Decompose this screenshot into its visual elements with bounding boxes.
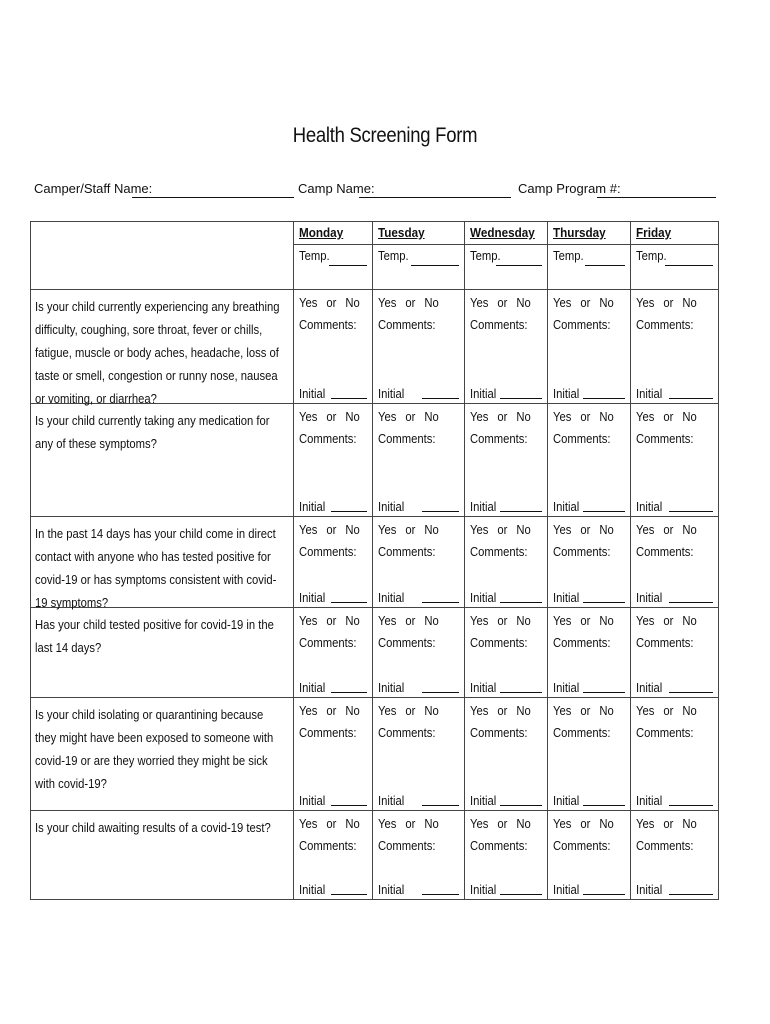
comments-field[interactable]: Comments:: [299, 839, 357, 853]
answer-cell-friday: [631, 811, 719, 900]
temp-field-friday[interactable]: [665, 265, 713, 266]
comments-field[interactable]: Comments:: [299, 726, 357, 740]
comments-field[interactable]: Comments:: [378, 318, 436, 332]
day-header-wednesday: [465, 222, 548, 245]
temp-label: Temp.: [378, 249, 409, 263]
initial-label: Initial: [553, 500, 580, 514]
yes-no-choice: [636, 296, 697, 310]
question-cell: [31, 404, 294, 517]
yes-option[interactable]: Yes: [470, 614, 489, 628]
question-cell: [31, 290, 294, 404]
or-text: or: [405, 817, 416, 831]
yes-no-choice: [378, 410, 439, 424]
yes-option[interactable]: Yes: [470, 817, 489, 831]
yes-no-choice: [553, 410, 614, 424]
question-row: [31, 608, 719, 698]
yes-no-choice: [636, 704, 697, 718]
no-option[interactable]: No: [345, 704, 360, 718]
comments-field[interactable]: Comments:: [636, 318, 694, 332]
comments-field[interactable]: Comments:: [636, 636, 694, 650]
comments-field[interactable]: Comments:: [553, 318, 611, 332]
yes-option[interactable]: Yes: [378, 410, 397, 424]
yes-option[interactable]: Yes: [636, 817, 655, 831]
or-text: or: [326, 296, 337, 310]
yes-option[interactable]: Yes: [553, 817, 572, 831]
initial-field[interactable]: [500, 511, 542, 512]
no-option[interactable]: No: [516, 817, 531, 831]
answer-cell-wednesday: [465, 698, 548, 811]
or-text: or: [663, 410, 674, 424]
initial-field[interactable]: [669, 602, 713, 603]
temp-field-thursday[interactable]: [585, 265, 625, 266]
initial-field[interactable]: [669, 511, 713, 512]
answer-cell-monday: [294, 404, 373, 517]
yes-no-choice: [378, 523, 439, 537]
initial-field[interactable]: [422, 805, 459, 806]
or-text: or: [580, 614, 591, 628]
comments-field[interactable]: Comments:: [553, 545, 611, 559]
yes-option[interactable]: Yes: [636, 614, 655, 628]
yes-no-choice: [470, 296, 531, 310]
comments-field[interactable]: Comments:: [378, 726, 436, 740]
initial-field[interactable]: [331, 398, 367, 399]
no-option[interactable]: No: [424, 410, 439, 424]
initial-label: Initial: [636, 387, 663, 401]
temp-cell-wednesday: [465, 245, 548, 290]
temp-cell-friday: [631, 245, 719, 290]
question-cell: [31, 698, 294, 811]
initial-label: Initial: [299, 794, 326, 808]
initial-field[interactable]: [583, 894, 625, 895]
initial-label: Initial: [553, 794, 580, 808]
temp-field-tuesday[interactable]: [411, 265, 459, 266]
form-header-fields: [34, 181, 724, 201]
no-option[interactable]: No: [682, 704, 697, 718]
yes-no-choice: [299, 296, 360, 310]
initial-label: Initial: [636, 794, 663, 808]
question-text: Is your child isolating or quarantining because they might have been exposed to someone with covid-19 or are they worried they might be sick with covid-19?: [35, 708, 274, 791]
no-option[interactable]: No: [599, 704, 614, 718]
yes-no-choice: [378, 704, 439, 718]
initial-label: Initial: [636, 883, 663, 897]
day-header-tuesday: [373, 222, 465, 245]
temp-field-monday[interactable]: [329, 265, 367, 266]
question-row: [31, 811, 719, 900]
yes-no-choice: [636, 523, 697, 537]
yes-option[interactable]: Yes: [636, 704, 655, 718]
initial-label: Initial: [553, 387, 580, 401]
answer-cell-tuesday: [373, 698, 465, 811]
or-text: or: [405, 296, 416, 310]
or-text: or: [497, 523, 508, 537]
or-text: or: [405, 614, 416, 628]
question-row: [31, 290, 719, 404]
initial-field[interactable]: [422, 398, 459, 399]
temp-cell-thursday: [548, 245, 631, 290]
answer-cell-wednesday: [465, 608, 548, 698]
answer-cell-friday: [631, 404, 719, 517]
question-text: In the past 14 days has your child come in direct contact with anyone who has tested positive for covid-19 or has symptoms consistent with covid-19 symptoms?: [35, 527, 277, 610]
yes-option[interactable]: Yes: [636, 523, 655, 537]
or-text: or: [580, 410, 591, 424]
no-option[interactable]: No: [516, 296, 531, 310]
yes-option[interactable]: Yes: [553, 410, 572, 424]
answer-cell-monday: [294, 517, 373, 608]
comments-field[interactable]: Comments:: [553, 636, 611, 650]
comments-field[interactable]: Comments:: [636, 839, 694, 853]
initial-label: Initial: [636, 500, 663, 514]
yes-option[interactable]: Yes: [553, 614, 572, 628]
yes-option[interactable]: Yes: [299, 614, 318, 628]
no-option[interactable]: No: [682, 817, 697, 831]
initial-label: Initial: [553, 883, 580, 897]
no-option[interactable]: No: [516, 614, 531, 628]
or-text: or: [326, 614, 337, 628]
yes-no-choice: [553, 817, 614, 831]
comments-field[interactable]: Comments:: [636, 432, 694, 446]
no-option[interactable]: No: [682, 410, 697, 424]
or-text: or: [326, 523, 337, 537]
initial-field[interactable]: [669, 398, 713, 399]
day-header-monday: [294, 222, 373, 245]
yes-no-choice: [470, 817, 531, 831]
yes-no-choice: [299, 410, 360, 424]
temp-label: Temp.: [553, 249, 584, 263]
no-option[interactable]: No: [599, 614, 614, 628]
answer-cell-wednesday: [465, 404, 548, 517]
answer-cell-thursday: [548, 517, 631, 608]
yes-no-choice: [553, 704, 614, 718]
initial-label: Initial: [378, 500, 405, 514]
comments-field[interactable]: Comments:: [470, 636, 528, 650]
initial-field[interactable]: [669, 894, 713, 895]
day-name-thursday: Thursday: [553, 225, 606, 240]
day-header-thursday: [548, 222, 631, 245]
answer-cell-thursday: [548, 698, 631, 811]
answer-cell-friday: [631, 608, 719, 698]
answer-cell-thursday: [548, 811, 631, 900]
initial-label: Initial: [470, 794, 497, 808]
initial-field[interactable]: [500, 692, 542, 693]
camp-program-label: Camp Program #:: [518, 181, 621, 196]
initial-label: Initial: [636, 591, 663, 605]
day-header-friday: [631, 222, 719, 245]
answer-cell-tuesday: [373, 290, 465, 404]
or-text: or: [663, 704, 674, 718]
initial-field[interactable]: [500, 805, 542, 806]
no-option[interactable]: No: [424, 523, 439, 537]
camp-name-field[interactable]: [359, 197, 511, 198]
comments-field[interactable]: Comments:: [470, 432, 528, 446]
day-name-tuesday: Tuesday: [378, 225, 425, 240]
question-row: [31, 698, 719, 811]
initial-field[interactable]: [583, 805, 625, 806]
yes-option[interactable]: Yes: [470, 523, 489, 537]
comments-field[interactable]: Comments:: [470, 318, 528, 332]
yes-option[interactable]: Yes: [378, 614, 397, 628]
answer-cell-thursday: [548, 290, 631, 404]
answer-cell-thursday: [548, 404, 631, 517]
initial-label: Initial: [470, 883, 497, 897]
yes-option[interactable]: Yes: [299, 410, 318, 424]
initial-field[interactable]: [331, 692, 367, 693]
yes-no-choice: [299, 614, 360, 628]
initial-field[interactable]: [583, 692, 625, 693]
or-text: or: [663, 614, 674, 628]
no-option[interactable]: No: [345, 523, 360, 537]
initial-field[interactable]: [422, 692, 459, 693]
initial-label: Initial: [299, 500, 326, 514]
yes-no-choice: [470, 614, 531, 628]
temp-cell-monday: [294, 245, 373, 290]
comments-field[interactable]: Comments:: [470, 545, 528, 559]
or-text: or: [580, 296, 591, 310]
temp-label: Temp.: [636, 249, 667, 263]
yes-no-choice: [299, 817, 360, 831]
or-text: or: [497, 614, 508, 628]
yes-no-choice: [299, 523, 360, 537]
initial-label: Initial: [378, 883, 405, 897]
yes-no-choice: [378, 817, 439, 831]
comments-field[interactable]: Comments:: [378, 545, 436, 559]
yes-option[interactable]: Yes: [636, 296, 655, 310]
yes-no-choice: [636, 817, 697, 831]
initial-label: Initial: [378, 794, 405, 808]
no-option[interactable]: No: [599, 410, 614, 424]
initial-field[interactable]: [500, 602, 542, 603]
yes-option[interactable]: Yes: [636, 410, 655, 424]
yes-no-choice: [470, 410, 531, 424]
no-option[interactable]: No: [599, 296, 614, 310]
question-text: Has your child tested positive for covid-19 in the last 14 days?: [35, 618, 274, 655]
yes-option[interactable]: Yes: [378, 523, 397, 537]
initial-label: Initial: [299, 681, 326, 695]
initial-label: Initial: [553, 591, 580, 605]
initial-field[interactable]: [583, 602, 625, 603]
answer-cell-wednesday: [465, 290, 548, 404]
yes-option[interactable]: Yes: [299, 296, 318, 310]
camp-program-field[interactable]: [597, 197, 716, 198]
question-text: Is your child currently taking any medication for any of these symptoms?: [35, 414, 270, 451]
comments-field[interactable]: Comments:: [299, 432, 357, 446]
day-header-row: [31, 222, 719, 245]
yes-no-choice: [378, 614, 439, 628]
yes-no-choice: [636, 410, 697, 424]
or-text: or: [326, 817, 337, 831]
no-option[interactable]: No: [345, 817, 360, 831]
initial-field[interactable]: [500, 894, 542, 895]
answer-cell-tuesday: [373, 404, 465, 517]
yes-option[interactable]: Yes: [378, 817, 397, 831]
initial-field[interactable]: [422, 894, 459, 895]
no-option[interactable]: No: [345, 614, 360, 628]
yes-option[interactable]: Yes: [470, 410, 489, 424]
question-text: Is your child currently experiencing any breathing difficulty, coughing, sore throat, fever or chills, fatigue, muscle or body aches, headache, loss of taste or smell, congestion or runny nose, nausea or vomiting, or diarrhea?: [35, 300, 280, 406]
no-option[interactable]: No: [516, 523, 531, 537]
temp-label: Temp.: [299, 249, 330, 263]
yes-option[interactable]: Yes: [299, 704, 318, 718]
or-text: or: [405, 523, 416, 537]
no-option[interactable]: No: [682, 614, 697, 628]
or-text: or: [497, 704, 508, 718]
comments-field[interactable]: Comments:: [378, 839, 436, 853]
camper-staff-name-field[interactable]: [132, 197, 294, 198]
answer-cell-monday: [294, 608, 373, 698]
question-row: [31, 517, 719, 608]
no-option[interactable]: No: [599, 817, 614, 831]
temp-field-wednesday[interactable]: [496, 265, 542, 266]
initial-label: Initial: [299, 387, 326, 401]
initial-label: Initial: [553, 681, 580, 695]
initial-field[interactable]: [669, 805, 713, 806]
camper-staff-name-label: Camper/Staff Name:: [34, 181, 153, 196]
initial-label: Initial: [378, 591, 405, 605]
comments-field[interactable]: Comments:: [636, 545, 694, 559]
comments-field[interactable]: Comments:: [553, 726, 611, 740]
or-text: or: [580, 817, 591, 831]
question-cell: [31, 608, 294, 698]
or-text: or: [663, 296, 674, 310]
initial-label: Initial: [378, 387, 405, 401]
yes-no-choice: [299, 704, 360, 718]
initial-field[interactable]: [331, 805, 367, 806]
no-option[interactable]: No: [424, 704, 439, 718]
answer-cell-monday: [294, 698, 373, 811]
or-text: or: [405, 704, 416, 718]
initial-field[interactable]: [422, 511, 459, 512]
yes-no-choice: [553, 614, 614, 628]
initial-label: Initial: [636, 681, 663, 695]
initial-field[interactable]: [331, 511, 367, 512]
answer-cell-wednesday: [465, 811, 548, 900]
initial-label: Initial: [470, 591, 497, 605]
answer-cell-tuesday: [373, 517, 465, 608]
or-text: or: [497, 296, 508, 310]
initial-label: Initial: [470, 500, 497, 514]
or-text: or: [663, 817, 674, 831]
no-option[interactable]: No: [424, 817, 439, 831]
header-blank-cell: [31, 222, 294, 290]
question-text: Is your child awaiting results of a covid-19 test?: [35, 821, 271, 835]
initial-field[interactable]: [583, 511, 625, 512]
or-text: or: [497, 410, 508, 424]
yes-no-choice: [553, 523, 614, 537]
day-name-friday: Friday: [636, 225, 672, 240]
no-option[interactable]: No: [424, 296, 439, 310]
answer-cell-friday: [631, 290, 719, 404]
answer-cell-monday: [294, 811, 373, 900]
initial-field[interactable]: [331, 602, 367, 603]
screening-table: [30, 221, 719, 900]
yes-no-choice: [636, 614, 697, 628]
or-text: or: [405, 410, 416, 424]
or-text: or: [497, 817, 508, 831]
comments-field[interactable]: Comments:: [378, 636, 436, 650]
no-option[interactable]: No: [345, 410, 360, 424]
or-text: or: [580, 523, 591, 537]
initial-field[interactable]: [669, 692, 713, 693]
yes-option[interactable]: Yes: [299, 523, 318, 537]
no-option[interactable]: No: [424, 614, 439, 628]
yes-option[interactable]: Yes: [470, 704, 489, 718]
temp-cell-tuesday: [373, 245, 465, 290]
answer-cell-friday: [631, 698, 719, 811]
yes-option[interactable]: Yes: [299, 817, 318, 831]
page-title: Health Screening Form: [292, 124, 478, 147]
no-option[interactable]: No: [682, 296, 697, 310]
comments-field[interactable]: Comments:: [378, 432, 436, 446]
yes-no-choice: [378, 296, 439, 310]
answer-cell-friday: [631, 517, 719, 608]
or-text: or: [326, 704, 337, 718]
comments-field[interactable]: Comments:: [636, 726, 694, 740]
no-option[interactable]: No: [599, 523, 614, 537]
camp-name-label: Camp Name:: [298, 181, 375, 196]
day-name-wednesday: Wednesday: [470, 225, 535, 240]
yes-option[interactable]: Yes: [553, 523, 572, 537]
yes-option[interactable]: Yes: [553, 296, 572, 310]
question-cell: [31, 811, 294, 900]
or-text: or: [326, 410, 337, 424]
comments-field[interactable]: Comments:: [553, 432, 611, 446]
comments-field[interactable]: Comments:: [470, 839, 528, 853]
yes-option[interactable]: Yes: [378, 704, 397, 718]
comments-field[interactable]: Comments:: [299, 318, 357, 332]
answer-cell-thursday: [548, 608, 631, 698]
initial-label: Initial: [299, 883, 326, 897]
initial-field[interactable]: [422, 602, 459, 603]
question-cell: [31, 517, 294, 608]
initial-field[interactable]: [500, 398, 542, 399]
initial-label: Initial: [299, 591, 326, 605]
no-option[interactable]: No: [516, 410, 531, 424]
comments-field[interactable]: Comments:: [553, 839, 611, 853]
yes-no-choice: [470, 523, 531, 537]
or-text: or: [663, 523, 674, 537]
yes-option[interactable]: Yes: [553, 704, 572, 718]
no-option[interactable]: No: [345, 296, 360, 310]
initial-field[interactable]: [583, 398, 625, 399]
temp-label: Temp.: [470, 249, 501, 263]
initial-label: Initial: [470, 387, 497, 401]
comments-field[interactable]: Comments:: [299, 545, 357, 559]
question-row: [31, 404, 719, 517]
no-option[interactable]: No: [516, 704, 531, 718]
comments-field[interactable]: Comments:: [299, 636, 357, 650]
initial-label: Initial: [470, 681, 497, 695]
or-text: or: [580, 704, 591, 718]
answer-cell-tuesday: [373, 608, 465, 698]
day-name-monday: Monday: [299, 225, 344, 240]
no-option[interactable]: No: [682, 523, 697, 537]
yes-no-choice: [553, 296, 614, 310]
answer-cell-wednesday: [465, 517, 548, 608]
answer-cell-monday: [294, 290, 373, 404]
initial-field[interactable]: [331, 894, 367, 895]
yes-no-choice: [470, 704, 531, 718]
yes-option[interactable]: Yes: [470, 296, 489, 310]
answer-cell-tuesday: [373, 811, 465, 900]
initial-label: Initial: [378, 681, 405, 695]
yes-option[interactable]: Yes: [378, 296, 397, 310]
comments-field[interactable]: Comments:: [470, 726, 528, 740]
